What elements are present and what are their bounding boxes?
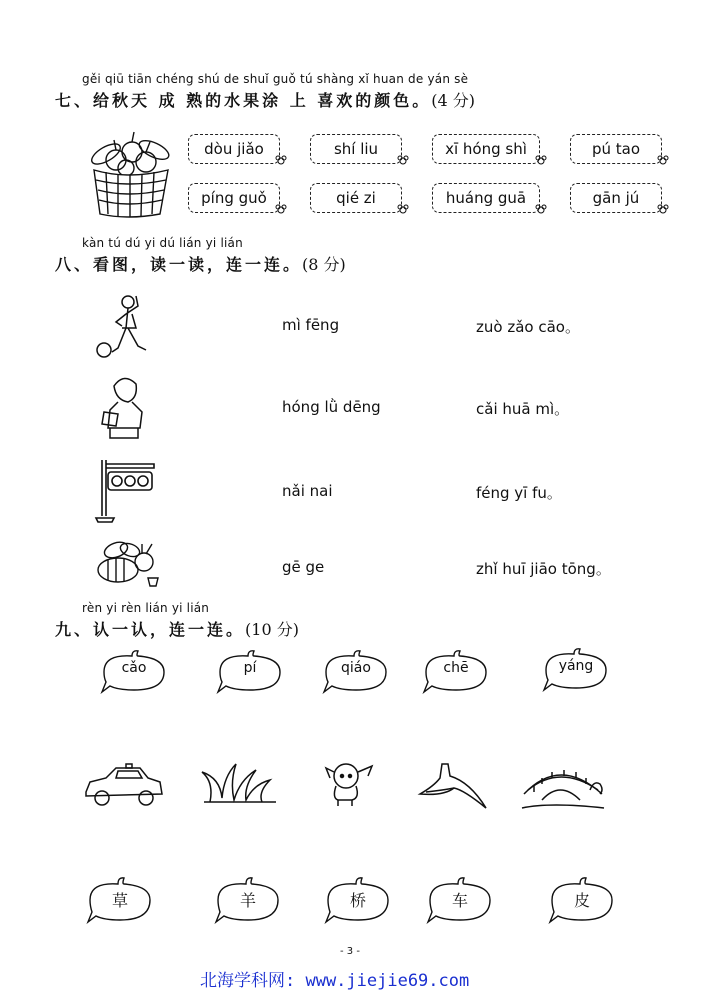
fruit-box-shi-liu[interactable]: shí liu: [310, 134, 402, 164]
leaf-yang[interactable]: yáng: [540, 648, 612, 692]
decoration-icon: [274, 203, 288, 217]
car-image[interactable]: [82, 762, 166, 808]
decoration-icon: [396, 203, 410, 217]
section7-title: [55, 88, 475, 111]
decoration-icon: [534, 203, 548, 217]
phrase-cai-hua-mi[interactable]: cǎi huā mì。: [476, 400, 570, 418]
leaf-cao[interactable]: cǎo: [98, 650, 170, 694]
fruit-box-ping-guo[interactable]: píng guǒ: [188, 183, 280, 213]
bridge-image[interactable]: [520, 760, 606, 812]
lamb-image[interactable]: [322, 758, 378, 808]
grandma-sewing-image[interactable]: [92, 372, 154, 442]
word-hong-lu-deng[interactable]: hóng lǜ dēng: [282, 398, 381, 416]
decoration-icon: [274, 154, 288, 168]
section9-pinyin: rèn yi rèn lián yi lián: [82, 601, 210, 615]
fruit-box-pu-tao[interactable]: pú tao: [570, 134, 662, 164]
page-number: - 3 -: [340, 946, 360, 957]
exercising-boy-image[interactable]: [92, 292, 154, 360]
section7-pinyin: gěi qiū tiān chéng shú de shuǐ guǒ tú shàng xǐ huan de yán sè: [82, 72, 469, 86]
word-ge-ge[interactable]: gē ge: [282, 558, 325, 576]
decoration-icon: [396, 154, 410, 168]
decoration-icon: [656, 203, 670, 217]
bee-image[interactable]: [92, 538, 168, 588]
section9-title: [55, 617, 299, 640]
leaf-hanzi-yang[interactable]: 羊: [212, 876, 284, 920]
leaf-hanzi-che[interactable]: 车: [424, 876, 496, 920]
section7-title-text: 七、给秋天 成 熟的水果涂 上 喜欢的颜色。: [55, 91, 432, 110]
word-nai-nai[interactable]: nǎi nai: [282, 482, 333, 500]
word-mi-feng[interactable]: mì fēng: [282, 316, 340, 334]
leaf-che[interactable]: chē: [420, 650, 492, 694]
section8-title-text: 八、看图，读一读，连一连。: [55, 255, 303, 274]
banana-peel-image[interactable]: [414, 760, 490, 812]
fruit-box-huang-gua[interactable]: huáng guā: [432, 183, 540, 213]
phrase-feng-yi-fu[interactable]: féng yī fu。: [476, 484, 562, 502]
section8-score: (8 分): [302, 255, 346, 274]
phrase-zuo-zao-cao[interactable]: zuò zǎo cāo。: [476, 318, 580, 336]
section9-title-text: 九、认一认，连一连。: [55, 620, 246, 639]
leaf-hanzi-cao[interactable]: 草: [84, 876, 156, 920]
decoration-icon: [656, 154, 670, 168]
decoration-icon: [534, 154, 548, 168]
footer-site[interactable]: 北海学科网: www.jiejie69.com: [200, 971, 470, 991]
fruit-box-qie-zi[interactable]: qié zi: [310, 183, 402, 213]
leaf-hanzi-pi[interactable]: 皮: [546, 876, 618, 920]
section7-score: (4 分): [431, 91, 476, 110]
section8-title: [55, 252, 346, 275]
fruit-basket-image: [76, 124, 180, 220]
leaf-qiao[interactable]: qiáo: [320, 650, 392, 694]
leaf-pi[interactable]: pí: [214, 650, 286, 694]
leaf-hanzi-qiao[interactable]: 桥: [322, 876, 394, 920]
fruit-box-gan-ju[interactable]: gān jú: [570, 183, 662, 213]
phrase-zhi-hui-jiao-tong[interactable]: zhǐ huī jiāo tōng。: [476, 560, 611, 578]
fruit-box-dou-jiao[interactable]: dòu jiǎo: [188, 134, 280, 164]
traffic-light-image[interactable]: [92, 456, 158, 524]
section9-score: (10 分): [245, 620, 299, 639]
grass-image[interactable]: [200, 762, 280, 808]
section8-pinyin: kàn tú dú yi dú lián yi lián: [82, 236, 243, 250]
fruit-box-xi-hong-shi[interactable]: xī hóng shì: [432, 134, 540, 164]
